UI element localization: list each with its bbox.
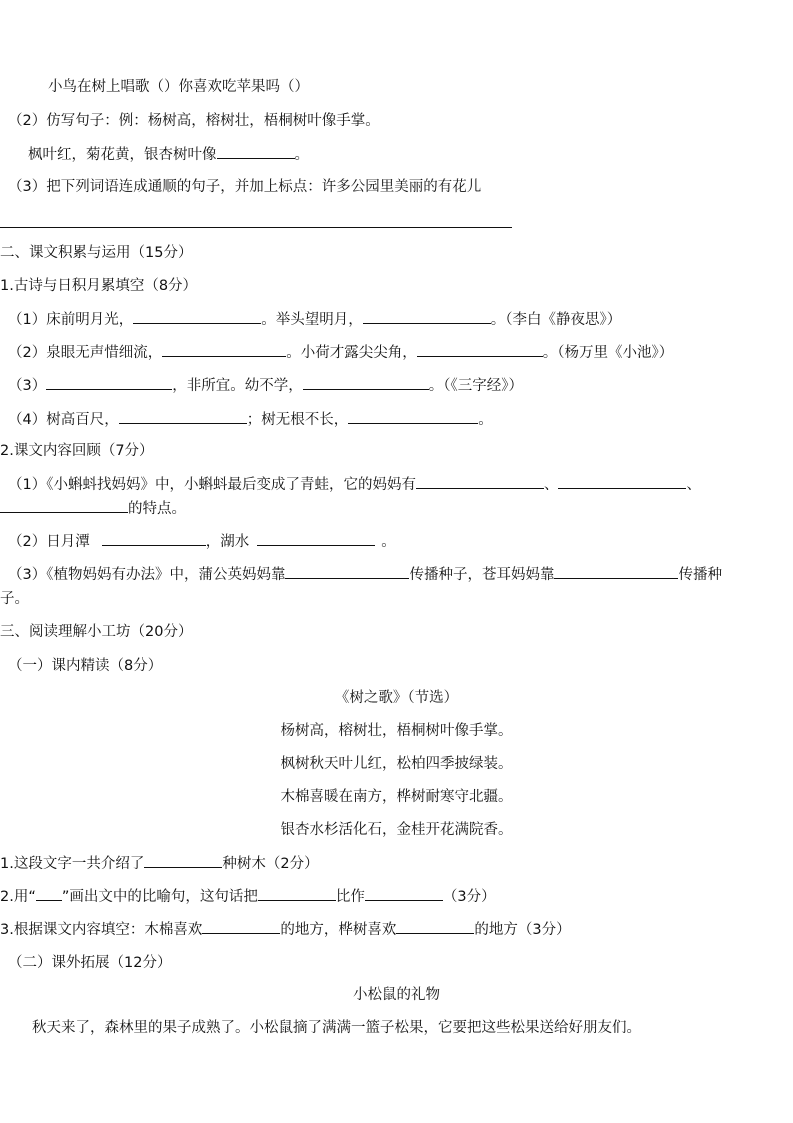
answer-blank[interactable] — [416, 474, 544, 489]
review-text: 传播种 — [678, 567, 722, 583]
answer-blank[interactable] — [417, 342, 543, 357]
question-text: （3分） — [442, 889, 496, 905]
poetry-text: （1）床前明月光， — [8, 312, 134, 328]
review-item-2 — [8, 531, 396, 551]
review-item-1-cont — [0, 498, 186, 518]
story-paragraph: 秋天来了，森林里的果子成熟了。小松鼠摘了满满一篮子松果，它要把这些松果送给好朋友们。 — [32, 1020, 641, 1036]
review-item-3 — [8, 564, 722, 584]
review-text: 。 — [381, 534, 396, 550]
answer-blank[interactable] — [119, 409, 247, 424]
answer-line[interactable] — [0, 227, 512, 228]
question-text: ”画出文中的比喻句，这句话把 — [61, 889, 258, 905]
poetry-text: 。（李白《静夜思》） — [490, 312, 622, 328]
section-heading-2: 二、课文积累与运用（15分） — [0, 245, 193, 261]
imitate-sentence-line — [28, 144, 309, 164]
question-text: 3.根据课文内容填空：木棉喜欢 — [0, 922, 203, 938]
poetry-text: 。（杨万里《小池》） — [542, 345, 674, 361]
answer-blank[interactable] — [102, 531, 206, 546]
subheading-in-class: （一）课内精读（8分） — [8, 658, 163, 674]
poetry-text: ；树无根不长， — [246, 412, 349, 428]
underline-sample — [36, 886, 62, 901]
reading-question-1 — [0, 853, 319, 873]
poetry-text: 。（《三字经》） — [428, 378, 523, 394]
review-text: ，湖水 — [205, 534, 250, 550]
review-text: 传播种子，苍耳妈妈靠 — [409, 567, 555, 583]
poetry-text: （4）树高百尺， — [8, 412, 119, 428]
subheading-extension: （二）课外拓展（12分） — [8, 955, 172, 971]
review-text: （1）《小蝌蚪找妈妈》中，小蝌蚪最后变成了青蛙，它的妈妈有 — [8, 477, 416, 493]
subheading-poetry: 1.古诗与日积月累填空（8分） — [0, 278, 198, 294]
answer-blank[interactable] — [348, 409, 478, 424]
poetry-text: 。 — [478, 412, 493, 428]
poetry-text: ，非所宜。幼不学， — [172, 378, 303, 394]
answer-blank[interactable] — [365, 886, 443, 901]
question-text: 比作 — [335, 889, 365, 905]
story-title: 小松鼠的礼物 — [353, 987, 440, 1003]
answer-blank[interactable] — [258, 886, 336, 901]
subheading-review: 2.课文内容回顾（7分） — [0, 443, 154, 459]
review-item-3-cont: 子。 — [0, 591, 29, 607]
answer-blank[interactable] — [303, 375, 429, 390]
poem-title: 《树之歌》（节选） — [334, 690, 459, 706]
review-text: （2）日月潭 — [8, 534, 90, 550]
answer-blank[interactable] — [558, 474, 686, 489]
poem-line: 杨树高，榕树壮，梧桐树叶像手掌。 — [280, 723, 513, 739]
review-text: 的特点。 — [128, 501, 186, 517]
poetry-text: 。举头望明月， — [261, 312, 363, 328]
review-text: 、 — [543, 477, 559, 493]
reading-question-2 — [0, 886, 496, 906]
answer-blank[interactable] — [363, 309, 491, 324]
question-text: 的地方（3分） — [474, 922, 571, 938]
question-imitate-sentence: （2）仿写句子：例：杨树高，榕树壮，梧桐树叶像手掌。 — [8, 113, 380, 129]
question-text: 2.用“ — [0, 889, 36, 905]
review-text: 、 — [686, 477, 701, 493]
answer-blank[interactable] — [217, 144, 295, 159]
review-text: （3）《植物妈妈有办法》中，蒲公英妈妈靠 — [8, 567, 286, 583]
poem-line: 木棉喜暖在南方，桦树耐寒守北疆。 — [280, 789, 513, 805]
question-text: 1.这段文字一共介绍了 — [0, 856, 145, 872]
poetry-text: 。小荷才露尖尖角， — [286, 345, 417, 361]
reading-question-3 — [0, 919, 571, 939]
answer-blank[interactable] — [144, 853, 222, 868]
imitate-sentence-text: 枫叶红，菊花黄，银杏树叶像 — [28, 147, 217, 163]
poetry-text: （3） — [8, 378, 47, 394]
answer-blank[interactable] — [133, 309, 261, 324]
answer-blank[interactable] — [46, 375, 172, 390]
poetry-item-4 — [8, 409, 493, 429]
question-text: 的地方，桦树喜欢 — [280, 922, 397, 938]
answer-blank[interactable] — [257, 531, 375, 546]
poetry-item-1 — [8, 309, 621, 329]
period-text: 。 — [294, 147, 309, 163]
answer-blank[interactable] — [0, 498, 128, 513]
section-heading-3: 三、阅读理解小工坊（20分） — [0, 624, 193, 640]
answer-blank[interactable] — [396, 919, 474, 934]
poetry-text: （2）泉眼无声惜细流， — [8, 345, 163, 361]
review-item-1 — [8, 474, 701, 494]
answer-blank[interactable] — [285, 564, 409, 579]
answer-blank[interactable] — [202, 919, 280, 934]
answer-blank[interactable] — [554, 564, 678, 579]
exercise-row-punctuation: 小鸟在树上唱歌（）你喜欢吃苹果吗（） — [48, 79, 309, 95]
answer-blank[interactable] — [162, 342, 286, 357]
question-text: 种树木（2分） — [222, 856, 319, 872]
poetry-item-2 — [8, 342, 673, 362]
poem-line: 枫树秋天叶儿红，松柏四季披绿装。 — [280, 756, 513, 772]
poetry-item-3 — [8, 375, 523, 395]
poem-line: 银杏水杉活化石，金桂开花满院香。 — [280, 822, 513, 838]
question-connect-words: （3）把下列词语连成通顺的句子，并加上标点：许多公园里美丽的有花儿 — [8, 179, 482, 195]
